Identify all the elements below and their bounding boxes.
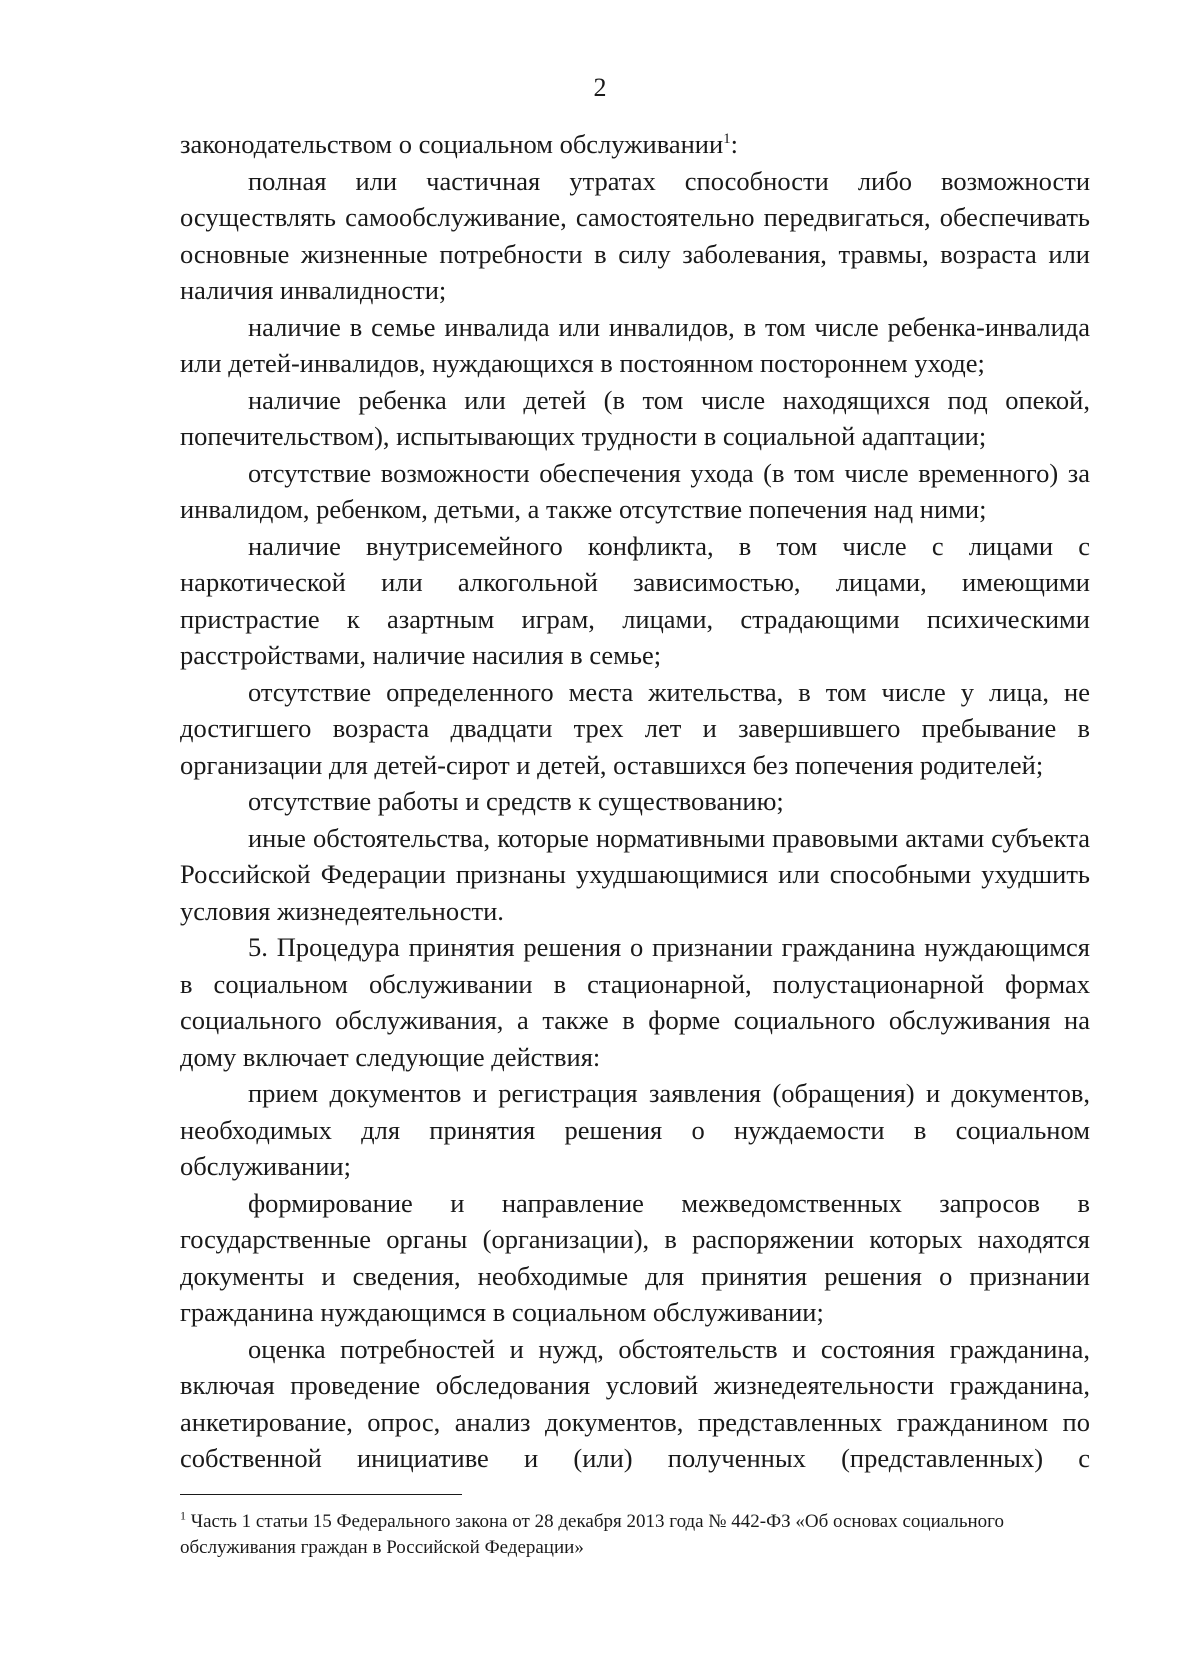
footnote (180, 1509, 1090, 1561)
paragraph-no-care: отсутствие возможности обеспечения ухода (в том числе временного) за инвалидом, ребенком, детьми, а также отсутствие попечения над ними; (180, 457, 1090, 524)
paragraph-document-intake: прием документов и регистрация заявления (обращения) и документов, необходимых для принятия решения о нуждаемости в социальном обслуживании; (180, 1078, 1090, 1181)
paragraph-intro-suffix: : (730, 129, 739, 159)
footnote-reference: 1 (723, 131, 731, 148)
footnote-text: Часть 1 статьи 15 Федерального закона от 28 декабря 2013 года № 442-ФЗ «Об основах социального обслуживания граждан в Российской Федерации» (180, 1511, 1004, 1558)
paragraph-needs-assessment: оценка потребностей и нужд, обстоятельств и состояния гражданина, включая проведение обследования условий жизнедеятельности гражданина, анкетирование, опрос, анализ документов, представленных гражданином по собственной инициативе и (или) полученных (представленных) с (180, 1333, 1090, 1473)
paragraph-no-work: отсутствие работы и средств к существованию; (248, 786, 784, 816)
paragraph-family-conflict: наличие внутрисемейного конфликта, в том числе с лицами с наркотической или алкогольной зависимостью, лицами, имеющими пристрастие к азартным играм, лицами, страдающими психическими расстройствами, наличие насилия в семье; (180, 530, 1090, 670)
paragraph-intro-text: законодательством о социальном обслуживании (180, 129, 724, 159)
footnote-separator (180, 1494, 462, 1495)
paragraph-intro (180, 126, 1090, 163)
paragraph-procedure: 5. Процедура принятия решения о признании гражданина нуждающимся в социальном обслуживании в стационарной, полустационарной формах социального обслуживания, а также в форме социального обслуживания на дому включает следующие действия: (180, 932, 1090, 1072)
paragraph-loss-of-ability: полная или частичная утратах способности либо возможности осуществлять самообслуживание, самостоятельно передвигаться, обеспечивать основные жизненные потребности в силу заболевания, травмы, возраста или наличия инвалидности; (180, 165, 1090, 305)
paragraph-other-circumstances: иные обстоятельства, которые нормативными правовыми актами субъекта Российской Федерации признаны ухудшающимися или способными ухудшить условия жизнедеятельности. (180, 822, 1090, 926)
paragraph-children-adaptation: наличие ребенка или детей (в том числе находящихся под опекой, попечительством), испытывающих трудности в социальной адаптации; (180, 384, 1090, 451)
paragraph-disabled-in-family: наличие в семье инвалида или инвалидов, в том числе ребенка-инвалида или детей-инвалидов, нуждающихся в постоянном постороннем уходе; (180, 311, 1090, 378)
paragraph-interagency-requests: формирование и направление межведомственных запросов в государственные органы (организации), в распоряжении которых находятся документы и сведения, необходимые для принятия решения о признании гражданина нуждающимся в социальном обслуживании; (180, 1187, 1090, 1327)
page-number: 2 (593, 73, 607, 102)
footnote-marker: 1 (180, 1508, 186, 1523)
body-text (180, 126, 1090, 1477)
paragraph-no-residence: отсутствие определенного места жительства, в том числе у лица, не достигшего возраста двадцати трех лет и завершившего пребывание в организации для детей-сирот и детей, оставшихся без попечения родителей; (180, 676, 1090, 780)
